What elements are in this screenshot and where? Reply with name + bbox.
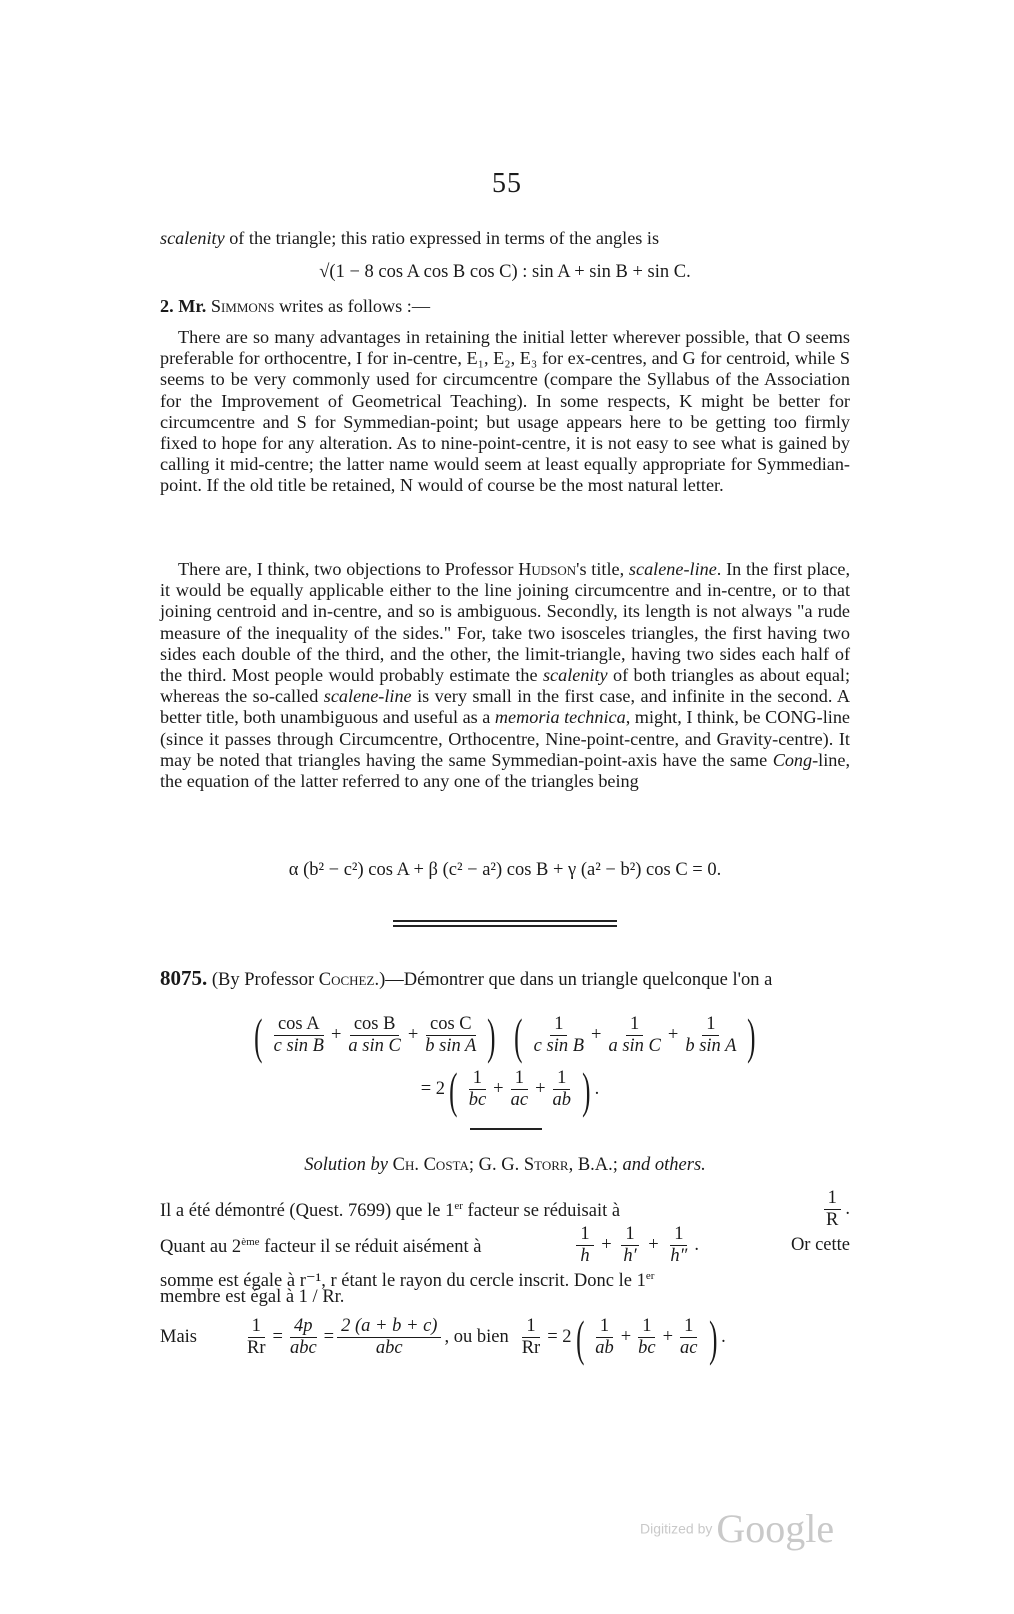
fraction: $\frac{1}{Rr}$ <box>247 1316 266 1358</box>
text: Solution by <box>304 1155 388 1175</box>
text: 's title, <box>576 559 629 579</box>
paragraph-scalenity <box>160 228 850 250</box>
fraction: $\frac{1}{ab}$ <box>552 1068 571 1110</box>
fraction: $\frac{1}{ac}$ <box>510 1068 529 1110</box>
simmons-heading <box>160 296 850 318</box>
text: .)—Démontrer que dans un triangle quelconque l'on a <box>374 970 773 990</box>
text: and others. <box>622 1155 706 1175</box>
short-rule <box>470 1128 542 1130</box>
text: , might, I think, be CONG-line (since it passes through Circumcentre, Orthocentre, Nine-point-centre, and Gravity-centre). It may be noted that triangles having the same Symmedian-point-axis have the same <box>160 707 850 770</box>
text: is very small in the first case, and infinite in the second. A better title, both unambiguous and useful as a <box>160 686 850 728</box>
solution-line-2: Quant au 2ème facteur il se réduit aisément à $\frac{1}{h}$ + $\frac{1}{h'}$ + $\frac{1}{h''}$ . Or cette <box>160 1224 850 1266</box>
divider-rule <box>393 925 617 927</box>
solution-line-4: membre est égal à 1 / Rr. <box>160 1287 345 1307</box>
text: (By Professor <box>211 970 319 990</box>
fraction: $\frac{1}{bc}$ <box>638 1316 656 1358</box>
equation-cong-line: α (b² − c²) cos A + β (c² − a²) cos B + γ (a² − b²) cos C = 0. <box>288 860 722 880</box>
fraction: $\frac{1}{ac}$ <box>680 1316 698 1358</box>
watermark-text: Digitized by <box>640 1520 713 1537</box>
equation-main-line-1: ( $\frac{\text{cos A}}{\text{c sin B}}$ + $\frac{\text{cos B}}{\text{a sin C}}$ + $\frac{\text{cos C}}{\text{b sin A}}$ ) ( $\frac{1}{\text{c sin B}}$ + $\frac{1}{\text{a sin C}}$ + $\frac{1}{\text{b sin A}}$ ) <box>254 1007 756 1064</box>
italic-term: memoria technica <box>494 707 626 728</box>
equation-main-line-2: = 2 ( $\frac{1}{bc}$ + $\frac{1}{ac}$ + $\frac{1}{ab}$ ) . <box>420 1061 600 1118</box>
page-number: 55 <box>492 168 522 199</box>
text: -line, the equation of the latter referred to any one of the triangles being <box>160 749 850 792</box>
fraction: $\frac{1}{\text{b sin A}}$ <box>685 1014 737 1056</box>
text: There are, I think, two objections to Professor <box>178 559 519 579</box>
equation-ratio: √(1 − 8 cos A cos B cos C) : sin A + sin B + sin C. <box>319 262 691 282</box>
fraction: $\frac{\text{cos B}}{\text{a sin C}}$ <box>348 1014 401 1056</box>
solution-line-1: Il a été démontré (Quest. 7699) que le 1er facteur se réduisait à $\frac{1}{R}$ . <box>160 1188 850 1230</box>
fraction: $\frac{2 (a + b + c)}{\text{abc}}$ <box>337 1316 441 1359</box>
fraction: $\frac{1}{h'}$ <box>623 1224 637 1266</box>
equation-mais: Mais $\frac{1}{Rr}$ = $\frac{4p}{\text{abc}}$ = $\frac{2 (a + b + c)}{\text{abc}}$ , ou bien $\frac{1}{Rr}$ = 2 ( $\frac{1}{ab}$ + $\frac{1}{bc}$ + $\frac{1}{ac}$ ) . <box>160 1309 726 1366</box>
fraction: $\frac{1}{R}$ <box>822 1188 842 1231</box>
solution-heading: Solution by Ch. Costa; G. G. Storr, B.A.; and others. <box>304 1155 706 1175</box>
author-name: G. G. Storr <box>478 1155 569 1175</box>
author-name: Simmons <box>210 296 275 316</box>
fraction: $\frac{1}{h''}$ <box>670 1224 688 1266</box>
fraction: $\frac{1}{ab}$ <box>595 1316 614 1358</box>
paragraph-simmons-1: There are so many advantages in retaining the initial letter wherever possible, that O seems preferable for orthocentre, I for in-centre, E₁, E₂, E₃ for ex-centres, and G for centroid, while S seems to be very commonly used for circumcentre (compare the Syllabus of the Association for the Improvement of Geometrical Teaching). In some respects, K might be better for circumcentre and S for Symmedian-point; but usage appears here to be getting too firmly fixed to hope for any alteration. As to nine-point-centre, it is not easy to see what is gained by calling it mid-centre; the latter name would seem at least equally appropriate for Symmedian-point. If the old title be retained, N would of course be the most natural letter. <box>160 327 850 496</box>
fraction: $\frac{\text{cos A}}{\text{c sin B}}$ <box>273 1014 324 1056</box>
text: . In the first place, it would be equally applicable either to the line joining circumcentre and in-centre, or to that joining centroid and in-centre, and so is ambiguous. Secondly, its length is not always "a rude measure of the inequality of the sides." For, take two isosceles triangles, the first having two sides each double of the third, and the other, the limit-triangle, having two sides each half of the third. Most people would probably estimate the <box>160 559 851 686</box>
italic-term: scalene-line <box>323 686 412 707</box>
question-number: 8075. <box>160 966 208 990</box>
item-number: 2. <box>160 296 174 316</box>
italic-term: scalenity <box>160 228 225 248</box>
divider-rule <box>393 920 617 922</box>
digitized-watermark <box>640 1505 834 1552</box>
italic-term: Cong <box>772 749 813 770</box>
title-mr: Mr. <box>178 296 207 316</box>
fraction: $\frac{1}{\text{a sin C}}$ <box>608 1014 661 1056</box>
italic-term: scalene-line <box>628 559 717 579</box>
paragraph-simmons-2 <box>160 559 850 792</box>
fraction: $\frac{1}{bc}$ <box>468 1068 487 1110</box>
heading-text: writes as follows :— <box>278 296 431 316</box>
solution-line-3: somme est égale à r⁻¹, r étant le rayon du cercle inscrit. Donc le 1er <box>160 1270 655 1292</box>
author-name: Ch. Costa <box>392 1155 469 1175</box>
author-name: Hudson <box>518 559 577 579</box>
italic-term: scalenity <box>542 665 608 686</box>
google-logo: Google <box>716 1506 835 1551</box>
fraction: $\frac{1}{\text{c sin B}}$ <box>533 1014 585 1056</box>
paragraph-text: of the triangle; this ratio expressed in terms of the angles is <box>224 228 660 248</box>
fraction: $\frac{4p}{\text{abc}}$ <box>289 1316 317 1358</box>
question-8075 <box>160 968 850 992</box>
fraction: $\frac{\text{cos C}}{\text{b sin A}}$ <box>425 1014 477 1056</box>
fraction: $\frac{1}{Rr}$ <box>521 1316 541 1358</box>
text: of both triangles as about equal; whereas the so-called <box>160 665 851 707</box>
fraction: $\frac{1}{h}$ <box>576 1224 593 1267</box>
author-name: Cochez <box>318 970 375 990</box>
